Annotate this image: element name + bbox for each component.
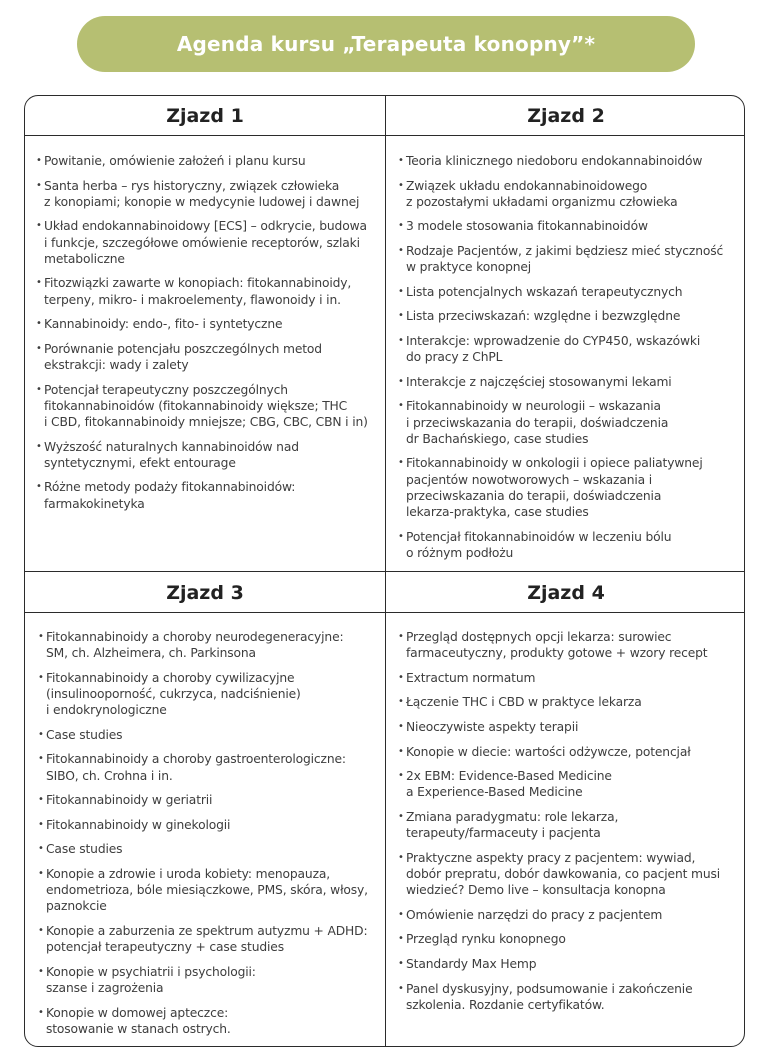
topic-item: • Przegląd rynku konopnego bbox=[398, 931, 742, 947]
session-heading: Zjazd 2 bbox=[527, 105, 605, 127]
topic-item: • Konopie w domowej apteczce: stosowanie w stanach ostrych. bbox=[38, 1005, 381, 1037]
topic-item: • Lista przeciwskazań: względne i bezwzględne bbox=[398, 308, 742, 324]
session-cell-3 bbox=[25, 573, 385, 1047]
topic-item: • Różne metody podaży fitokannabinoidów: farmakokinetyka bbox=[36, 479, 379, 511]
topic-item: • Łączenie THC i CBD w praktyce lekarza bbox=[398, 694, 742, 710]
topic-item: • Fitokannabinoidy w onkologii i opiece paliatywnej pacjentów nowotworowych – wskazania i przeciwskazania do terapii, doświadczenia lekarza-praktyka, case studies bbox=[398, 455, 742, 520]
topic-item: • Przegląd dostępnych opcji lekarza: surowiec farmaceutyczny, produkty gotowe + wzory recept bbox=[398, 629, 742, 661]
session-cell-1 bbox=[25, 96, 385, 572]
topic-item: • Fitokannabinoidy w ginekologii bbox=[38, 817, 381, 833]
topic-item: • Konopie w diecie: wartości odżywcze, potencjał bbox=[398, 744, 742, 760]
topic-item: • Rodzaje Pacjentów, z jakimi będziesz mieć styczność w praktyce konopnej bbox=[398, 243, 742, 275]
session-topic-list bbox=[38, 629, 381, 1045]
topic-item: • 3 modele stosowania fitokannabinoidów bbox=[398, 218, 742, 234]
topic-item: • Konopie a zaburzenia ze spektrum autyzmu + ADHD: potencjał terapeutyczny + case studies bbox=[38, 923, 381, 955]
topic-item: • Wyższość naturalnych kannabinoidów nad syntetycznymi, efekt entourage bbox=[36, 439, 379, 471]
session-heading: Zjazd 4 bbox=[527, 582, 605, 604]
topic-item: • Omówienie narzędzi do pracy z pacjentem bbox=[398, 907, 742, 923]
topic-item: • 2x EBM: Evidence-Based Medicine a Experience-Based Medicine bbox=[398, 768, 742, 800]
topic-item: • Case studies bbox=[38, 727, 381, 743]
topic-item: • Interakcje z najczęściej stosowanymi lekami bbox=[398, 374, 742, 390]
topic-item: • Case studies bbox=[38, 841, 381, 857]
topic-item: • Fitokannabinoidy a choroby gastroenterologiczne: SIBO, ch. Crohna i in. bbox=[38, 751, 381, 783]
topic-item: • Standardy Max Hemp bbox=[398, 956, 742, 972]
topic-item: • Fitokannabinoidy w geriatrii bbox=[38, 792, 381, 808]
topic-item: • Lista potencjalnych wskazań terapeutycznych bbox=[398, 284, 742, 300]
session-cell-2 bbox=[386, 96, 745, 572]
topic-item: • Teoria klinicznego niedoboru endokannabinoidów bbox=[398, 153, 742, 169]
topic-item: • Fitokannabinoidy a choroby cywilizacyjne (insulinooporność, cukrzyca, nadciśnienie) i endokrynologiczne bbox=[38, 670, 381, 719]
topic-item: • Potencjał terapeutyczny poszczególnych fitokannabinoidów (fitokannabinoidy większe; THC i CBD, fitokannabinoidy mniejsze; CBG, CBC, CBN i in) bbox=[36, 382, 379, 431]
agenda-table bbox=[24, 95, 745, 1047]
topic-item: • Fitokannabinoidy w neurologii – wskazania i przeciwskazania do terapii, doświadczenia dr Bachańskiego, case studies bbox=[398, 398, 742, 447]
topic-item: • Extractum normatum bbox=[398, 670, 742, 686]
topic-item: • Santa herba – rys historyczny, związek człowieka z konopiami; konopie w medycynie ludowej i dawnej bbox=[36, 178, 379, 210]
title-banner bbox=[77, 16, 695, 72]
topic-item: • Praktyczne aspekty pracy z pacjentem: wywiad, dobór prepratu, dobór dawkowania, co pacjent musi wiedzieć? Demo live – konsultacja konopna bbox=[398, 850, 742, 899]
topic-item: • Potencjał fitokannabinoidów w leczeniu bólu o różnym podłożu bbox=[398, 529, 742, 561]
session-heading: Zjazd 3 bbox=[166, 582, 244, 604]
topic-item: • Panel dyskusyjny, podsumowanie i zakończenie szkolenia. Rozdanie certyfikatów. bbox=[398, 981, 742, 1013]
topic-item: • Powitanie, omówienie założeń i planu kursu bbox=[36, 153, 379, 169]
topic-item: • Nieoczywiste aspekty terapii bbox=[398, 719, 742, 735]
topic-item: • Kannabinoidy: endo-, fito- i syntetyczne bbox=[36, 316, 379, 332]
topic-item: • Fitozwiązki zawarte w konopiach: fitokannabinoidy, terpeny, mikro- i makroelementy, flawonoidy i in. bbox=[36, 275, 379, 307]
topic-item: • Porównanie potencjału poszczególnych metod ekstrakcji: wady i zalety bbox=[36, 341, 379, 373]
session-topic-list bbox=[36, 153, 379, 520]
topic-item: • Zmiana paradygmatu: role lekarza, terapeuty/farmaceuty i pacjenta bbox=[398, 809, 742, 841]
topic-item: • Związek układu endokannabinoidowego z pozostałymi układami organizmu człowieka bbox=[398, 178, 742, 210]
page-title: Agenda kursu „Terapeuta konopny”* bbox=[176, 32, 596, 56]
topic-item: • Fitokannabinoidy a choroby neurodegeneracyjne: SM, ch. Alzheimera, ch. Parkinsona bbox=[38, 629, 381, 661]
session-cell-4 bbox=[386, 573, 745, 1047]
session-topic-list bbox=[398, 153, 742, 569]
session-topic-list bbox=[398, 629, 742, 1021]
topic-item: • Konopie w psychiatrii i psychologii: szanse i zagrożenia bbox=[38, 964, 381, 996]
session-heading: Zjazd 1 bbox=[166, 105, 244, 127]
topic-item: • Układ endokannabinoidowy [ECS] – odkrycie, budowa i funkcje, szczegółowe omówienie receptorów, szlaki metaboliczne bbox=[36, 218, 379, 267]
topic-item: • Konopie a zdrowie i uroda kobiety: menopauza, endometrioza, bóle miesiączkowe, PMS, skóra, włosy, paznokcie bbox=[38, 866, 381, 915]
topic-item: • Interakcje: wprowadzenie do CYP450, wskazówki do pracy z ChPL bbox=[398, 333, 742, 365]
